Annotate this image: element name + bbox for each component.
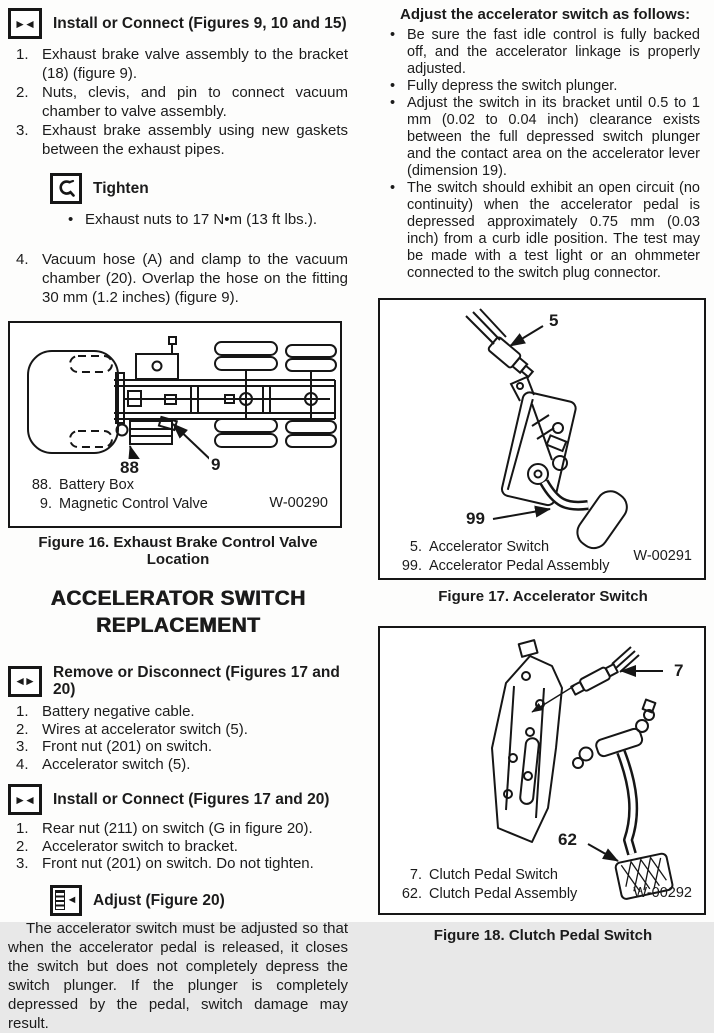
- install-connect-2-list: [8, 820, 348, 873]
- install-connect-2-heading-row: [8, 784, 348, 815]
- wrench-icon: [50, 173, 82, 204]
- adjust-heading-row: [50, 885, 348, 916]
- item-number: 3.: [16, 738, 29, 756]
- adjust-switch-heading: Adjust the accelerator switch as follows:: [400, 6, 691, 23]
- install-connect-1-list: [8, 45, 348, 159]
- install-connect-icon: ►◄: [8, 8, 42, 39]
- legend-number: 62.: [401, 885, 422, 902]
- list-item: [16, 756, 348, 774]
- bullet-item: [388, 27, 700, 78]
- remove-disconnect-heading-row: [8, 664, 348, 698]
- item-text: Accelerator switch to bracket.: [42, 837, 238, 855]
- legend-row: [22, 495, 208, 514]
- item-number: 1.: [16, 703, 29, 721]
- figure16-callout-battery-box: 88: [120, 458, 139, 477]
- figure18-caption: Figure 18. Clutch Pedal Switch: [433, 927, 653, 944]
- remove-disconnect-heading: Remove or Disconnect (Figures 17 and 20): [53, 664, 340, 699]
- list-item: [16, 703, 348, 721]
- right-column: [378, 6, 708, 944]
- item-text: Front nut (201) on switch.: [42, 738, 213, 756]
- item-text: Accelerator switch (5).: [42, 755, 191, 773]
- item-number: 3.: [16, 855, 29, 873]
- figure16-ref: W-00290: [269, 495, 328, 511]
- item-text: Wires at accelerator switch (5).: [42, 720, 248, 738]
- legend-number: 99.: [401, 557, 422, 574]
- legend-row: [392, 557, 610, 576]
- legend-number: 88.: [31, 477, 52, 493]
- install-connect-2-heading: Install or Connect (Figures 17 and 20): [53, 791, 330, 809]
- legend-label: Clutch Pedal Switch: [429, 867, 558, 883]
- figure18-legend: [392, 866, 577, 903]
- figure17-drawing: [380, 300, 703, 577]
- list-item: [16, 121, 348, 159]
- bullet-marker: •: [68, 211, 74, 228]
- list-item: [16, 820, 348, 838]
- adjust-icon-arrow: ◄: [66, 893, 78, 906]
- section-heading: [8, 585, 348, 639]
- bullet-marker: •: [390, 27, 396, 43]
- tighten-block: [50, 173, 348, 229]
- figure18-ref: W-00292: [633, 885, 692, 901]
- item-text: Front nut (201) on switch. Do not tighten.: [42, 855, 314, 873]
- bullet-text: The switch should exhibit an open circuit (no continuity) when the accelerator pedal is depressed approximately 0.75 mm (0.03 inch) from a curb idle position. The test may be made with a test light or an ohmmeter connected to the switch plug connector.: [407, 180, 700, 281]
- figure17-caption: Figure 17. Accelerator Switch: [438, 588, 648, 605]
- figure16-callout-magnetic-valve: 9: [211, 455, 221, 474]
- legend-label: Accelerator Switch: [429, 539, 550, 555]
- bullet-item: [388, 180, 700, 282]
- item-text: Battery negative cable.: [42, 703, 195, 721]
- item-number: 2.: [16, 837, 29, 855]
- bullet-text: Adjust the switch in its bracket until 0.5 to 1 mm (0.02 to 0.04 inch) clearance exists between the full depressed switch plunger and the contact area on the accelerator lever (dimension 19).: [407, 95, 700, 179]
- list-item: [16, 855, 348, 873]
- item-number: 1.: [16, 820, 29, 838]
- legend-row: [392, 538, 610, 557]
- bullet-text: Exhaust nuts to 17 N•m (13 ft lbs.).: [85, 211, 318, 228]
- item-number: 2.: [16, 720, 29, 738]
- tighten-heading-row: [50, 173, 348, 204]
- figure16-legend: [22, 476, 208, 513]
- legend-row: [22, 476, 208, 495]
- list-item: [16, 721, 348, 739]
- legend-label: Battery Box: [59, 477, 134, 493]
- legend-number: 5.: [409, 539, 422, 555]
- figure18-box: [378, 626, 706, 915]
- install-connect-1-heading-row: [8, 8, 348, 39]
- remove-disconnect-list: [8, 703, 348, 773]
- figure17-callout-pedal: 99: [466, 509, 485, 528]
- list-item: [16, 250, 348, 307]
- bullet-marker: •: [390, 78, 396, 94]
- install-connect-1-heading: Install or Connect (Figures 9, 10 and 15): [53, 14, 347, 32]
- adjust-paragraph: The accelerator switch must be adjusted so that when the accelerator pedal is released, it closes the switch but does not completely depress the switch plunger. If the plunger is completely depressed by the pedal, switch damage may result.: [8, 919, 348, 1032]
- tighten-heading: Tighten: [93, 179, 149, 197]
- item-text: Nuts, clevis, and pin to connect vacuum chamber to valve assembly.: [42, 84, 348, 120]
- bullet-item: [388, 95, 700, 180]
- left-column: [8, 8, 348, 1033]
- figure17-ref: W-00291: [633, 548, 692, 564]
- install-connect-icon: ►◄: [8, 784, 42, 815]
- legend-label: Magnetic Control Valve: [59, 495, 208, 512]
- bullet-text: Fully depress the switch plunger.: [407, 78, 618, 94]
- figure17-legend: [392, 538, 610, 575]
- figure17-box: [378, 298, 706, 580]
- list-item: [16, 838, 348, 856]
- item-text: Exhaust brake assembly using new gaskets between the exhaust pipes.: [42, 122, 348, 158]
- list-item: [16, 45, 348, 83]
- figure18-callout-switch: 7: [674, 661, 684, 680]
- item-number: 1.: [16, 46, 29, 63]
- remove-disconnect-icon: ◄►: [8, 666, 42, 697]
- adjust-icon-ruler: [55, 890, 65, 910]
- item-number: 4.: [16, 755, 29, 773]
- legend-label: Accelerator Pedal Assembly: [429, 557, 610, 574]
- bullet-marker: •: [390, 180, 396, 196]
- bullet-marker: •: [390, 95, 396, 111]
- item-text: Exhaust brake valve assembly to the bracket (18) (figure 9).: [42, 46, 348, 82]
- item-number: 3.: [16, 122, 29, 139]
- list-item: [16, 83, 348, 121]
- bullet-item: [388, 78, 700, 95]
- adjust-icon: [50, 885, 82, 916]
- figure17-callout-switch: 5: [549, 311, 559, 330]
- adjust-switch-bullets: [388, 27, 700, 282]
- list-item: [16, 738, 348, 756]
- legend-row: [392, 885, 577, 904]
- section-heading-line2: REPLACEMENT: [95, 614, 261, 637]
- figure16-box: [8, 321, 342, 528]
- adjust-heading: Adjust (Figure 20): [93, 891, 225, 909]
- legend-row: [392, 866, 577, 885]
- section-heading-line1: ACCELERATOR SWITCH: [50, 587, 306, 610]
- legend-number: 9.: [39, 495, 52, 512]
- figure18-callout-pedal: 62: [558, 830, 577, 849]
- tighten-bullet: [66, 210, 328, 229]
- legend-number: 7.: [409, 867, 422, 883]
- item-text: Vacuum hose (A) and clamp to the vacuum chamber (20). Overlap the hose on the fitting 30 mm (1.2 inches) (figure 9).: [42, 251, 348, 306]
- legend-label: Clutch Pedal Assembly: [429, 885, 578, 902]
- figure16-caption: Figure 16. Exhaust Brake Control Valve Location: [38, 534, 318, 568]
- bullet-text: Be sure the fast idle control is fully backed off, and the accelerator linkage is properly adjusted.: [407, 27, 700, 77]
- item-number: 4.: [16, 251, 29, 268]
- item-number: 2.: [16, 84, 29, 101]
- item-text: Rear nut (211) on switch (G in figure 20).: [42, 820, 313, 838]
